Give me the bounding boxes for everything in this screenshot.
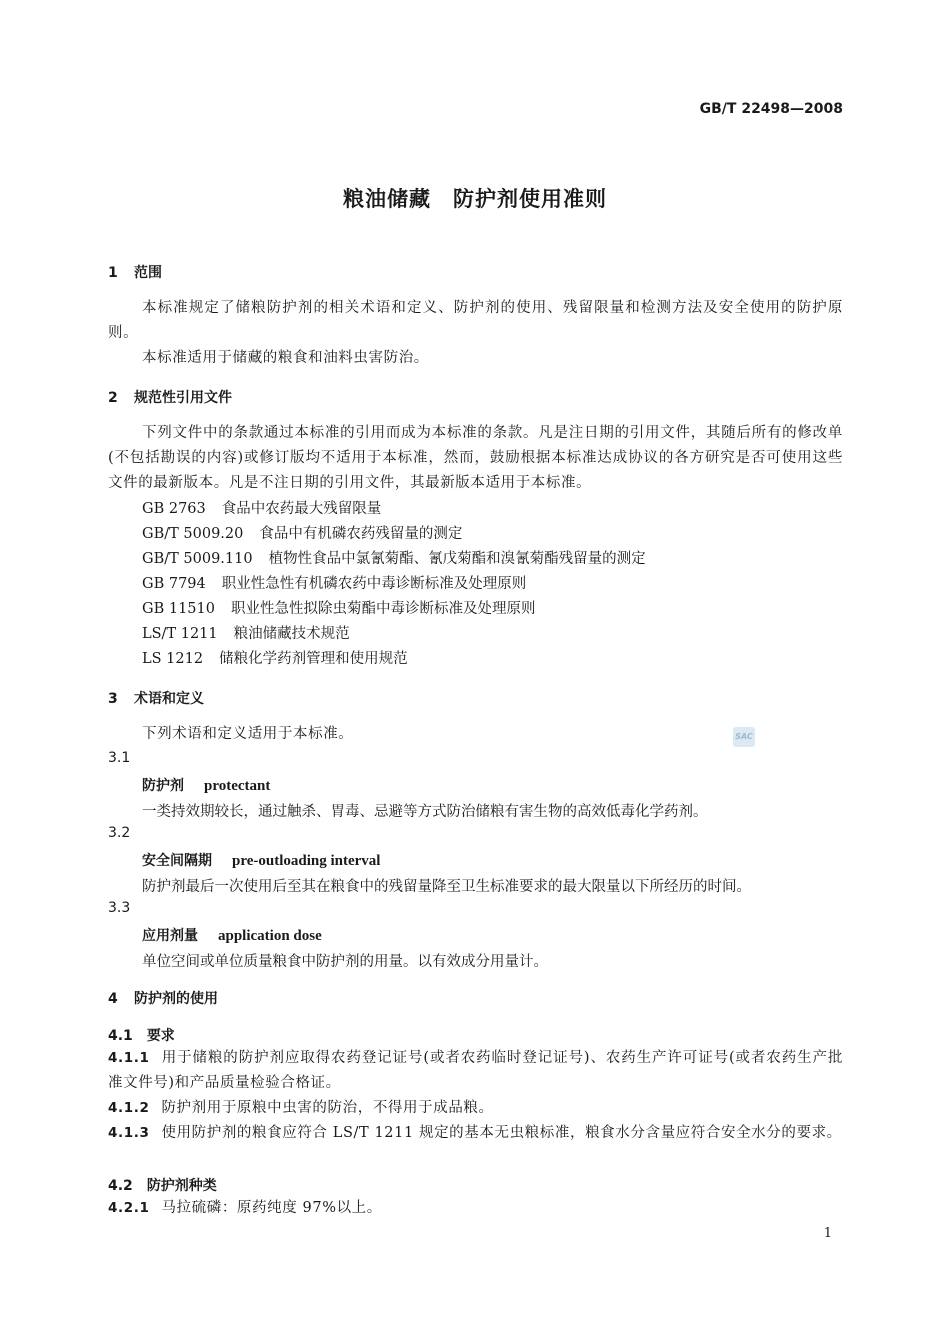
clause-4-1-2: 4.1.2 防护剂用于原粮中虫害的防治，不得用于成品粮。 [108,1100,494,1116]
clause-4-1-3: 4.1.3 使用防护剂的粮食应符合 LS/T 1211 规定的基本无虫粮标准，粮食水分含量应符合安全水分的要求。 [108,1125,842,1141]
subsection-4-2-heading: 4.2 防护剂种类 [108,1178,217,1194]
section-1-heading: 1 范围 [108,265,162,281]
reference-item: GB 11510 职业性急性拟除虫菊酯中毒诊断标准及处理原则 [142,601,536,617]
section-1-para-1: 本标准规定了储粮防护剂的相关术语和定义、防护剂的使用、残留限量和检测方法及安全使用的防护原则。 [108,300,843,341]
reference-item: GB/T 5009.110 植物性食品中氯氰菊酯、氰戊菊酯和溴氰菊酯残留量的测定 [142,551,646,567]
term-definition: 单位空间或单位质量粮食中防护剂的用量。以有效成分用量计。 [142,954,548,970]
section-3-intro: 下列术语和定义适用于本标准。 [142,726,354,742]
section-2-intro: 下列文件中的条款通过本标准的引用而成为本标准的条款。凡是注日期的引用文件，其随后所有的修改单(不包括勘误的内容)或修订版均不适用于本标准，然而，鼓励根据本标准达成协议的各方研究是否可使用这些文件的最新版本。凡是不注日期的引用文件，其最新版本适用于本标准。 [108,425,843,491]
section-1-para-2: 本标准适用于储藏的粮食和油料虫害防治。 [142,350,429,366]
reference-item: GB 7794 职业性急性有机磷农药中毒诊断标准及处理原则 [142,576,527,592]
section-2-heading: 2 规范性引用文件 [108,390,232,406]
section-4-heading: 4 防护剂的使用 [108,991,218,1007]
term-number: 3.2 [108,825,131,841]
reference-item: GB/T 5009.20 食品中有机磷农药残留量的测定 [142,526,463,542]
reference-item: LS 1212 储粮化学药剂管理和使用规范 [142,651,408,667]
sac-watermark-logo: SAC [733,727,755,747]
term-name: 应用剂量 application dose [142,928,322,944]
term-name: 安全间隔期 pre-outloading interval [142,853,381,869]
term-definition: 防护剂最后一次使用后至其在粮食中的残留量降至卫生标准要求的最大限量以下所经历的时间。 [142,879,751,895]
term-name: 防护剂 protectant [142,778,271,794]
subsection-4-1-heading: 4.1 要求 [108,1028,175,1044]
term-number: 3.3 [108,900,131,916]
document-title: 粮油储藏 防护剂使用准则 [343,187,607,211]
term-number: 3.1 [108,750,131,766]
section-3-heading: 3 术语和定义 [108,691,204,707]
reference-item: LS/T 1211 粮油储藏技术规范 [142,626,350,642]
reference-item: GB 2763 食品中农药最大残留限量 [142,501,382,517]
term-definition: 一类持效期较长，通过触杀、胃毒、忌避等方式防治储粮有害生物的高效低毒化学药剂。 [142,804,708,820]
page-number: 1 [823,1226,832,1241]
clause-4-1-1: 4.1.1 用于储粮的防护剂应取得农药登记证号(或者农药临时登记证号)、农药生产许可证号(或者农药生产批准文件号)和产品质量检验合格证。 [108,1050,843,1091]
clause-4-2-1: 4.2.1 马拉硫磷：原药纯度 97%以上。 [108,1200,382,1216]
standard-code: GB/T 22498—2008 [699,101,843,117]
